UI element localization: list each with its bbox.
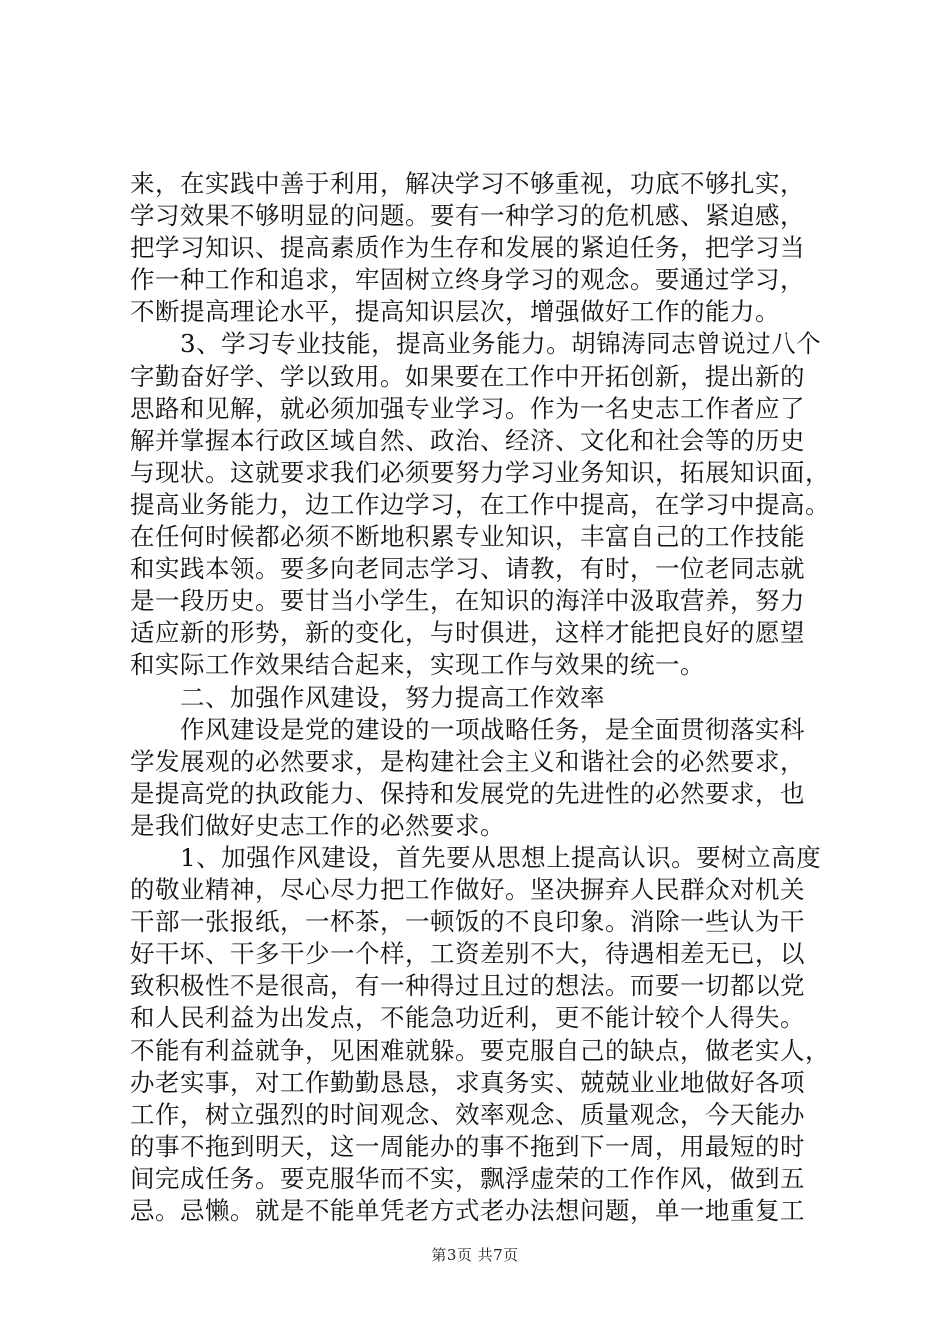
text-line: 忌。忌懒。就是不能单凭老方式老办法想问题，单一地重复工 xyxy=(130,1196,805,1225)
text-line: 不能有利益就争，见困难就躲。要克服自己的缺点，做老实人， xyxy=(130,1035,830,1065)
text-line: 是我们做好史志工作的必然要求。 xyxy=(130,810,505,840)
text-line: 把学习知识、提高素质作为生存和发展的紧迫任务，把学习当 xyxy=(130,233,805,263)
text-line: 的敬业精神，尽心尽力把工作做好。坚决摒弃人民群众对机关 xyxy=(130,875,805,905)
text-line: 字勤奋好学、学以致用。如果要在工作中开拓创新，提出新的 xyxy=(130,361,805,391)
text-line: 的事不拖到明天，这一周能办的事不拖到下一周，用最短的时 xyxy=(130,1131,805,1161)
text-line: 和实际工作效果结合起来，实现工作与效果的统一。 xyxy=(130,650,705,680)
text-line: 解并掌握本行政区域自然、政治、经济、文化和社会等的历史 xyxy=(130,425,805,455)
section-heading: 二、加强作风建设，努力提高工作效率 xyxy=(130,682,605,712)
text-line: 不断提高理论水平，提高知识层次，增强做好工作的能力。 xyxy=(130,297,780,327)
text-line: 与现状。这就要求我们必须要努力学习业务知识，拓展知识面， xyxy=(130,457,830,487)
text-line: 适应新的形势，新的变化，与时俱进，这样才能把良好的愿望 xyxy=(130,618,805,648)
text-line: 是提高党的执政能力、保持和发展党的先进性的必然要求，也 xyxy=(130,778,805,808)
text-line: 致积极性不是很高，有一种得过且过的想法。而要一切都以党 xyxy=(130,971,805,1001)
text-line: 来，在实践中善于利用，解决学习不够重视，功底不够扎实， xyxy=(130,169,805,198)
text-line: 学习效果不够明显的问题。要有一种学习的危机感、紧迫感， xyxy=(130,201,805,231)
text-line: 作一种工作和追求，牢固树立终身学习的观念。要通过学习， xyxy=(130,265,805,295)
text-line: 和人民利益为出发点，不能急功近利，更不能计较个人得失。 xyxy=(130,1003,805,1033)
text-line: 提高业务能力，边工作边学习，在工作中提高，在学习中提高。 xyxy=(130,489,830,519)
text-line: 和实践本领。要多向老同志学习、请教，有时，一位老同志就 xyxy=(130,554,805,584)
text-line: 好干坏、干多干少一个样，工资差别不大，待遇相差无已，以 xyxy=(130,939,805,969)
text-line: 办老实事，对工作勤勤恳恳，求真务实、兢兢业业地做好各项 xyxy=(130,1067,805,1097)
page-footer xyxy=(0,1244,950,1265)
document-body xyxy=(130,168,830,1227)
text-line: 学发展观的必然要求，是构建社会主义和谐社会的必然要求， xyxy=(130,746,805,776)
text-line: 思路和见解，就必须加强专业学习。作为一名史志工作者应了 xyxy=(130,393,805,423)
page-number-label: 第3页 共7页 xyxy=(431,1246,519,1264)
text-line: 作风建设是党的建设的一项战略任务，是全面贯彻落实科 xyxy=(130,714,805,744)
text-line: 工作，树立强烈的时间观念、效率观念、质量观念，今天能办 xyxy=(130,1099,805,1129)
text-line: 在任何时候都必须不断地积累专业知识，丰富自己的工作技能 xyxy=(130,522,805,552)
text-line: 是一段历史。要甘当小学生，在知识的海洋中汲取营养，努力 xyxy=(130,586,805,616)
text-line: 3、学习专业技能，提高业务能力。胡锦涛同志曾说过八个 xyxy=(130,329,822,359)
text-line: 干部一张报纸，一杯茶，一顿饭的不良印象。消除一些认为干 xyxy=(130,907,805,937)
text-line: 1、加强作风建设，首先要从思想上提高认识。要树立高度 xyxy=(130,842,822,872)
text-line: 间完成任务。要克服华而不实，飘浮虚荣的工作作风，做到五 xyxy=(130,1163,805,1193)
